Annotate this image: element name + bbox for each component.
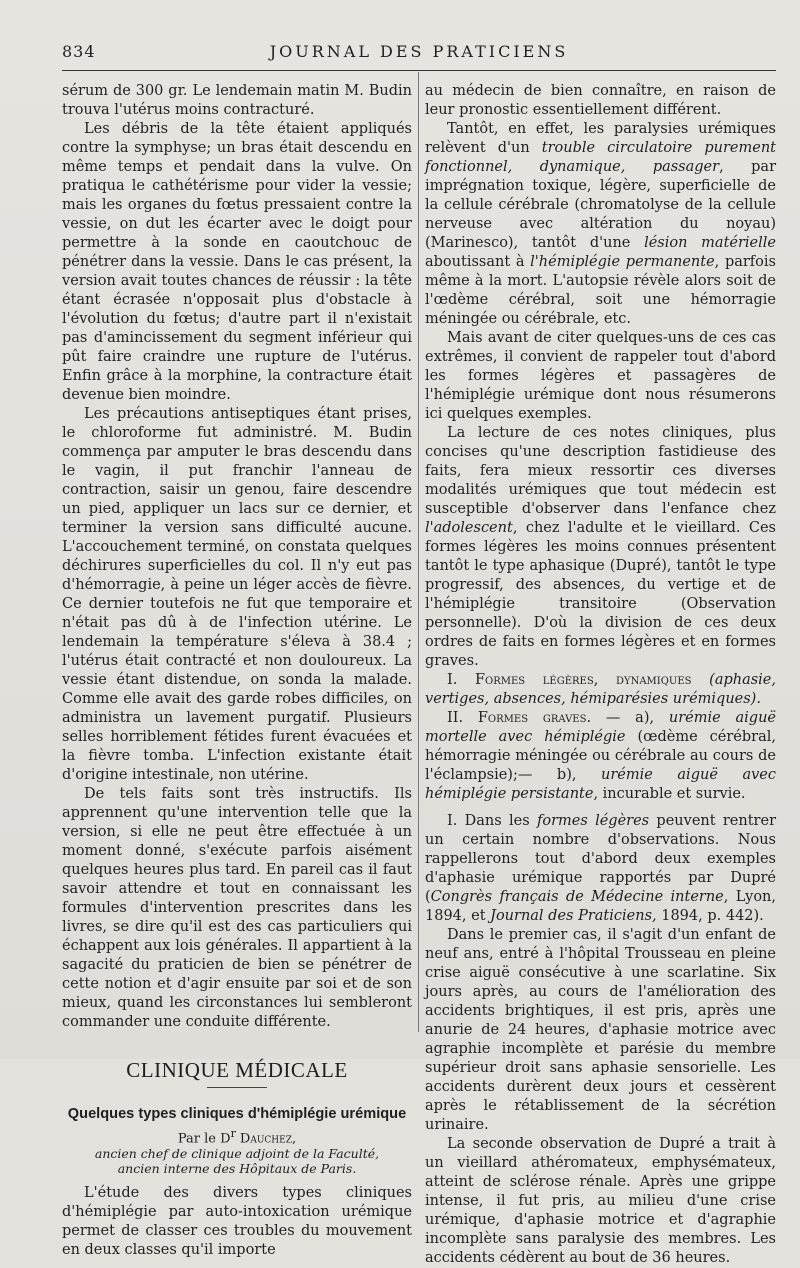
paragraph: Dans le premier cas, il s'agit d'un enfant de neuf ans, entré à l'hôpital Trousseau en pleine crise aiguë consécutive à une scarlatine. Six jours après, au cours de l'amélioration des accidents brightiques, il est pris, après une anurie de 24 heures, d'aphasie motrice avec agraphie incomplète et parésie du membre supérieur droit sans aphasie sensorielle. Les accidents durèrent deux jours et cessèrent après le rétablissement de la sécrétion urinaire. (425, 927, 776, 1133)
paragraph: Les précautions antiseptiques étant prises, le chloroforme fut administré. M. Budin commença par amputer le bras descendu dans le vagin, il put franchir l'anneau de contraction, saisir un genou, faire descendre un pied, appliquer un lacs sur ce dernier, et terminer la version sans difficulté aucune. L'accouchement terminé, on constata quelques déchirures superficielles du col. Il n'y eut pas d'hémorragie, à peine un léger accès de fièvre. Ce dernier toutefois ne fut que temporaire et n'était pas dû à de l'infection utérine. Le lendemain la température s'éleva à 38.4 ; l'utérus était contracté et non douloureux. La vessie étant distendue, on sonda la malade. Comme elle avait des garde robes difficiles, on administra un lavement purgatif. Plusieurs selles horriblement fétides furent évacuées et la fièvre tomba. L'infection existante était d'origine intestinale, non utérine. (62, 406, 412, 783)
paragraph: Les débris de la tête étaient appliqués contre la symphyse; un bras était descendu en même temps et pendait dans la vulve. On pratiqua le cathétérisme pour vider la vessie; mais les organes du fœtus pressaient contre la vessie, on dut les écarter avec le doigt pour permettre à la sonde en caoutchouc de pénétrer dans la vessie. Dans le cas présent, la version avait toutes chances de réussir : la tête étant écrasée n'opposait plus d'obstacle à l'évolution du fœtus; d'autre part il n'existait pas d'amincissement du segment inférieur qui pût faire craindre une rupture de l'utérus. Enfin grâce à la morphine, la contracture était devenue bien moindre. (62, 121, 412, 403)
running-header (62, 42, 776, 68)
right-column (425, 82, 776, 1268)
article-title: Quelques types cliniques d'hémiplégie urémique (67, 1106, 407, 1122)
section-title: CLINIQUE MÉDICALE (126, 1058, 348, 1082)
author-line (62, 1126, 412, 1146)
journal-title: JOURNAL DES PRATICIENS (269, 42, 569, 61)
paragraph: La seconde observation de Dupré a trait à un vieillard athéromateux, emphysémateux, atteint de sclérose rénale. Après une grippe intense, il fut pris, au milieu d'une crise urémique, d'aphasie motrice et d'agraphie incomplète sans paralysie des membres. Les accidents cédèrent au bout de 36 heures. (425, 1136, 776, 1266)
paragraph: sérum de 300 gr. Le lendemain matin M. Budin trouva l'utérus moins contracturé. (62, 83, 412, 118)
author-sup: r (230, 1127, 236, 1140)
paragraph: I. Dans les formes légères peuvent rentrer un certain nombre d'observations. Nous rappellerons tout d'abord deux exemples d'aphasie urémique rapportés par Dupré (Congrès français de Médecine interne, Lyon, 1894, et Journal des Praticiens, 1894, p. 442). (425, 813, 777, 924)
paragraph: Mais avant de citer quelques-uns de ces cas extrêmes, il convient de rappeler tout d'abord les formes légères et passagères de l'hémiplégie urémique dont nous résumerons ici quelques exemples. (425, 330, 776, 422)
author-name: Dauchez, (239, 1131, 297, 1147)
paragraph: L'étude des divers types cliniques d'hémiplégie par auto-intoxication urémique permet de classer ces troubles du mouvement en deux classes qu'il importe (62, 1185, 412, 1259)
paragraph: De tels faits sont très instructifs. Ils apprennent qu'une intervention telle que la version, si elle ne peut être effectuée à un moment donné, s'exécute parfois aisément quelques heures plus tard. En pareil cas il faut savoir attendre et tout en connaissant les formules d'intervention prescrites dans les livres, se dire qu'il est des cas particuliers qui échappent aux lois générales. Il appartient à la sagacité du praticien de bien se pénétrer de cette notion et d'agir ensuite par soi et de son mieux, quand les circonstances lui sembleront commander une conduite différente. (62, 786, 412, 1030)
author-role: ancien chef de clinique adjoint de la Faculté, (94, 1146, 380, 1162)
paragraph: La lecture de ces notes cliniques, plus concises qu'une description fastidieuse des faits, fera mieux ressortir ces diverses modalités urémiques que tout médecin est susceptible d'observer dans l'enfance chez l'adolescent, chez l'adulte et le vieillard. Ces formes légères les moins connues présentent tantôt le type aphasique (Dupré), tantôt le type progressif, des absences, du vertige et de l'hémiplégie transitoire (Observation personnelle). D'où la division de ces deux ordres de faits en formes légères et en formes graves. (425, 425, 776, 669)
page-number: 834 (62, 42, 96, 61)
column-divider (418, 72, 419, 1032)
classification-item: II. Formes graves. — a), urémie aiguë mortelle avec hémiplégie (œdème cérébral, hémorragie méningée ou cérébrale au cours de l'éclampsie);— b), urémie aiguë avec hémiplégie persistante, incurable et survie. (425, 710, 777, 802)
header-rule (62, 70, 776, 71)
author-role: ancien interne des Hôpitaux de Paris. (117, 1161, 357, 1177)
paragraph: au médecin de bien connaître, en raison de leur pronostic essentiellement différent. (425, 83, 776, 118)
classification-item: I. Formes légères, dynamiques (aphasie, vertiges, absences, hémiparésies urémiques). (425, 672, 776, 707)
left-column (62, 82, 412, 1260)
section-rule (207, 1087, 267, 1088)
paragraph: Tantôt, en effet, les paralysies urémiques relèvent d'un trouble circulatoire purement fonctionnel, dynamique, passager, par imprégnation toxique, légère, superficielle de la cellule cérébrale (chromatolyse de la cellule nerveuse avec altération du noyau) (Marinesco), tantôt d'une lésion matérielle aboutissant à l'hémiplégie permanente, parfois même à la mort. L'autopsie révèle alors soit de l'œdème cérébral, soit une hémorragie méningée ou cérébrale, etc. (425, 121, 776, 327)
author-prefix: Par le D (177, 1131, 231, 1147)
